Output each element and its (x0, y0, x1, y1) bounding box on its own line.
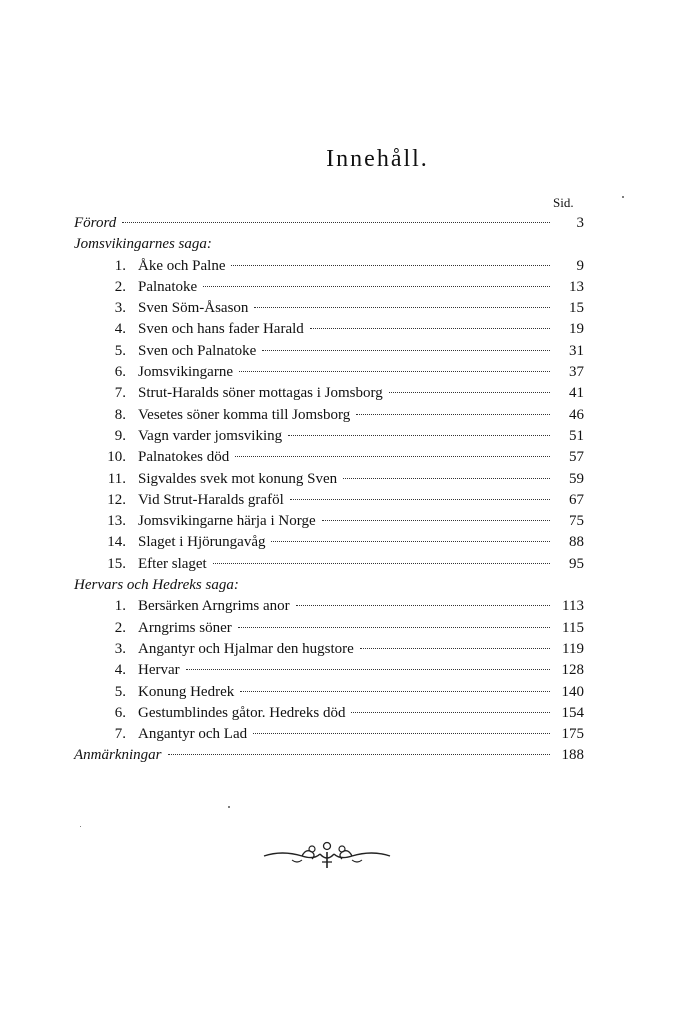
toc-section-heading (74, 575, 584, 596)
toc-entry[interactable] (74, 362, 584, 383)
table-of-contents (74, 213, 584, 767)
dot-leader (231, 265, 550, 266)
chapter-number: 3. (114, 300, 126, 317)
toc-entry-label: Palnatokes död (138, 449, 230, 466)
toc-entry[interactable] (74, 532, 584, 553)
dot-leader (262, 350, 550, 351)
dot-leader (253, 733, 550, 734)
toc-entry-label: Hervar (138, 662, 180, 679)
chapter-number: 5. (114, 683, 126, 700)
toc-entry-label: Vid Strut-Haralds graföl (138, 491, 284, 508)
toc-section-heading (74, 234, 584, 255)
dot-leader (213, 563, 550, 564)
toc-page-number: 41 (569, 385, 584, 402)
dot-leader (322, 520, 550, 521)
dot-leader (310, 328, 550, 329)
chapter-number: 7. (114, 726, 126, 743)
dot-leader (351, 712, 550, 713)
toc-entry[interactable] (74, 319, 584, 340)
toc-entry[interactable] (74, 405, 584, 426)
chapter-number: 5. (114, 342, 126, 359)
chapter-number: 3. (114, 640, 126, 657)
toc-entry-label: Vagn varder jomsviking (138, 427, 283, 444)
toc-entry-label: Sigvaldes svek mot konung Sven (138, 470, 338, 487)
toc-page-number: 15 (569, 300, 584, 317)
toc-entry[interactable] (74, 256, 584, 277)
dot-leader (343, 478, 550, 479)
chapter-number: 13. (107, 513, 126, 530)
toc-entry[interactable] (74, 639, 584, 660)
dot-leader (296, 605, 550, 606)
toc-page-number: 59 (569, 470, 584, 487)
toc-page-number: 154 (561, 704, 584, 721)
page-speck (228, 806, 230, 808)
chapter-number: 4. (114, 321, 126, 338)
decorative-ornament-icon (262, 840, 392, 870)
toc-entry-label: Jomsvikingarne härja i Norge (138, 513, 316, 530)
chapter-number: 6. (114, 364, 126, 381)
chapter-number: 10. (107, 449, 126, 466)
toc-entry-label: Förord (74, 215, 117, 231)
chapter-number: 2. (114, 619, 126, 636)
toc-entry[interactable] (74, 682, 584, 703)
toc-entry[interactable] (74, 724, 584, 745)
toc-entry[interactable] (74, 447, 584, 468)
toc-entry-label: Arngrims söner (138, 619, 232, 636)
toc-page-number: 13 (569, 278, 584, 295)
toc-page-number: 95 (569, 555, 584, 572)
dot-leader (239, 371, 550, 372)
toc-page-number: 37 (569, 364, 584, 381)
chapter-number: 9. (114, 427, 126, 444)
toc-page-number: 46 (569, 406, 584, 423)
toc-page-number: 3 (576, 215, 584, 231)
toc-entry[interactable] (74, 298, 584, 319)
toc-entry[interactable] (74, 341, 584, 362)
toc-page-number: 175 (561, 726, 584, 743)
toc-entry-label: Strut-Haralds söner mottagas i Jomsborg (138, 385, 383, 402)
toc-entry-label: Sven Söm-Åsason (138, 300, 249, 317)
dot-leader (360, 648, 550, 649)
chapter-number: 15. (107, 555, 126, 572)
dot-leader (168, 754, 551, 755)
toc-entry-label: Bersärken Arngrims anor (138, 598, 290, 615)
chapter-number: 11. (107, 470, 126, 487)
dot-leader (240, 691, 550, 692)
dot-leader (122, 222, 550, 223)
toc-entry[interactable] (74, 383, 584, 404)
toc-page-number: 115 (562, 619, 584, 636)
dot-leader (186, 669, 550, 670)
dot-leader (254, 307, 550, 308)
dot-leader (203, 286, 550, 287)
toc-page-number: 57 (569, 449, 584, 466)
toc-entry-label: Jomsvikingarne (138, 364, 233, 381)
toc-entry[interactable] (74, 703, 584, 724)
dot-leader (389, 392, 550, 393)
toc-page-number: 75 (569, 513, 584, 530)
chapter-number: 7. (114, 385, 126, 402)
toc-entry-label: Efter slaget (138, 555, 207, 572)
toc-page-number: 140 (561, 683, 584, 700)
section-title: Jomsvikingarnes saga: (74, 236, 212, 253)
toc-entry[interactable] (74, 554, 584, 575)
toc-entry-label: Sven och hans fader Harald (138, 321, 304, 338)
page-column-header: Sid. (553, 195, 574, 210)
toc-page-number: 128 (561, 662, 584, 679)
chapter-number: 8. (114, 406, 126, 423)
page-title: Innehåll. (326, 146, 429, 172)
toc-entry[interactable] (74, 618, 584, 639)
toc-entry[interactable] (74, 277, 584, 298)
toc-entry-label: Vesetes söner komma till Jomsborg (138, 406, 351, 423)
toc-page-number: 31 (569, 342, 584, 359)
toc-page-number: 9 (576, 257, 584, 274)
toc-page-number: 67 (569, 491, 584, 508)
toc-page-number: 88 (569, 534, 584, 551)
toc-entry-preface[interactable] (74, 213, 584, 234)
toc-page-number: 119 (562, 640, 584, 657)
chapter-number: 1. (114, 257, 126, 274)
chapter-number: 4. (114, 662, 126, 679)
chapter-number: 1. (114, 598, 126, 615)
toc-entry-label: Sven och Palnatoke (138, 342, 257, 359)
toc-entry-label: Angantyr och Hjalmar den hugstore (138, 640, 354, 657)
toc-entry-notes[interactable] (74, 745, 584, 766)
page-speck (80, 826, 81, 827)
toc-entry[interactable] (74, 596, 584, 617)
dot-leader (288, 435, 550, 436)
toc-page-number: 113 (562, 598, 584, 615)
dot-leader (238, 627, 550, 628)
toc-entry-label: Åke och Palne (138, 257, 226, 274)
toc-entry[interactable] (74, 426, 584, 447)
toc-entry-label: Konung Hedrek (138, 683, 235, 700)
chapter-number: 12. (107, 491, 126, 508)
toc-page-number: 19 (569, 321, 584, 338)
toc-entry-label: Anmärkningar (74, 747, 162, 764)
chapter-number: 14. (107, 534, 126, 551)
chapter-number: 6. (114, 704, 126, 721)
toc-entry[interactable] (74, 660, 584, 681)
toc-entry[interactable] (74, 469, 584, 490)
toc-page-number: 51 (569, 427, 584, 444)
toc-entry-label: Gestumblindes gåtor. Hedreks död (138, 704, 346, 721)
page-speck (622, 196, 624, 198)
toc-entry[interactable] (74, 511, 584, 532)
toc-entry-label: Angantyr och Lad (138, 726, 248, 743)
dot-leader (235, 456, 550, 457)
chapter-number: 2. (114, 278, 126, 295)
section-title: Hervars och Hedreks saga: (74, 577, 239, 594)
toc-entry-label: Palnatoke (138, 278, 198, 295)
toc-page-number: 188 (561, 747, 584, 764)
dot-leader (290, 499, 550, 500)
toc-entry-label: Slaget i Hjörungavåg (138, 534, 266, 551)
toc-entry[interactable] (74, 490, 584, 511)
dot-leader (271, 541, 550, 542)
dot-leader (356, 414, 550, 415)
